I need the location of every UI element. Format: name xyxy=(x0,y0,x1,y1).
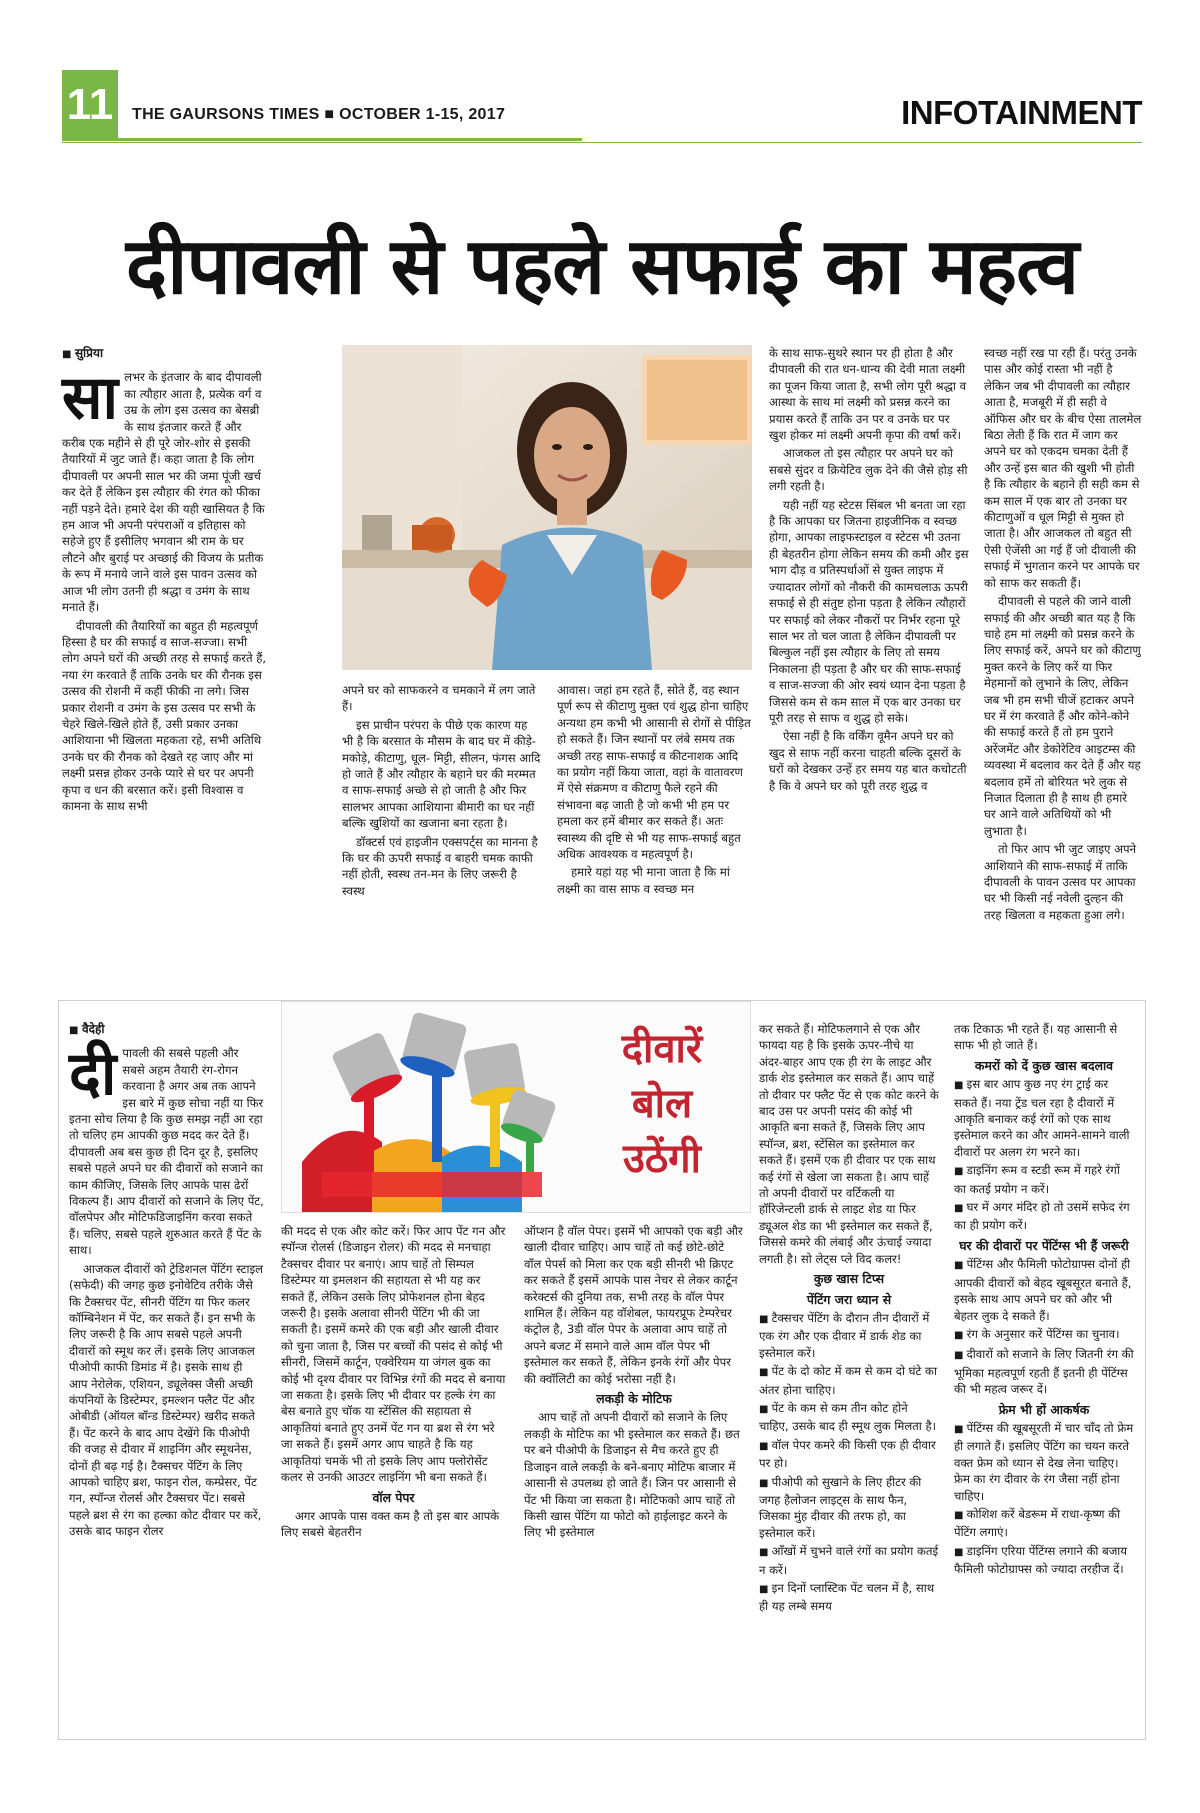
article1-column-3 xyxy=(557,682,752,899)
tip-item: ■ पीओपी को सुखाने के लिए हीटर की जगह हैलोजन लाइट्स के साथ फैन, जिसका मुंह दीवार की तरफ हो, का इस्तेमाल करें। xyxy=(759,1474,939,1542)
paragraph: दीपावली की सबसे पहली और सबसे अहम तैयारी रंग-रोगन करवाना है अगर अब तक आपने इस बारे में कुछ सोचा नहीं या फिर इतना सोच लिया है कि कुछ समझ नहीं आ रहा तो चलिए हम आपकी कुछ मदद कर देते हैं। दीपावली अब बस कुछ ही दिन दूर है, इसलिए सबसे पहले अपने घर की दीवारों को सजाने का काम कीजिए, जिसके लिए आपके पास ढेरों विकल्प हैं। आप दीवारों को सजाने के लिए पेंट, वॉलपेपर और मोटिफडिजाइनिंग करवा सकते हैं। चलिए, सबसे पहले शुरुआत करते हैं पेंट के साथ। xyxy=(69,1039,264,1258)
tip-item: ■ पेंटिंग्स और फैमिली फोटोग्राफ्स दोनों ही आपकी दीवारों को बेहद खूबसूरत बनाते हैं, इसके साथ आप अपने घर को और भी बेहतर लुक दे सकते हैं। xyxy=(954,1256,1134,1324)
tip-item: ■ डाइनिंग एरिया पेंटिंग्स लगाने की बजाय फैमिली फोटोग्राफ्स को ज्यादा तरहीज दें। xyxy=(954,1543,1134,1578)
masthead-underline xyxy=(62,138,582,141)
paragraph: दीपावली से पहले की जाने वाली सफाई की और अच्छी बात यह है कि चाहे हम मां लक्ष्मी को प्रसन्न करने के लिए सफाई करें, अपने घर को कीटाणु मुक्त करने के लिए करें या फिर मेहमानों को लुभाने के लिए, लेकिन जब भी हम सभी चीजें हटाकर अपने घर में रंग करवाते हैं और कोने-कोने की सफाई करते हैं तो हम पुराने अरेंजमेंट और डेकोरेटिव आइटम्स की व्यवस्था में बदलाव कर देते हैं और यह बदलाव हमें तो बोरियत भरे लुक से निजात दिलाता ही है साथ ही हमारे घर आने वाले अतिथियों को भी लुभाता है। xyxy=(984,594,1141,838)
page-number: 11 xyxy=(62,70,118,140)
tip-item: ■ टैक्सचर पेंटिंग के दौरान तीन दीवारों में एक रंग और एक दीवार में डार्क शेड का इस्तेमाल करें। xyxy=(759,1310,939,1361)
tip-item: ■ पेंट के दो कोट में कम से कम दो घंटे का अंतर होना चाहिए। xyxy=(759,1363,939,1398)
tip-item: ■ घर में अगर मंदिर हो तो उसमें सफेद रंग का ही प्रयोग करें। xyxy=(954,1199,1134,1234)
sub-heading: फ्रेम भी हों आकर्षक xyxy=(998,1401,1090,1417)
paragraph: कर सकते हैं। मोटिफलगाने से एक और फायदा यह है कि इसके ऊपर-नीचे या अंदर-बाहर आप एक ही रंग के लाइट और डार्क शेड इस्तेमाल कर सकते हैं। आप चाहें तो दीवार पर फ्लैट पेंट से एक कोट करने के बाद उस पर अपनी पसंद की कोई भी आकृति बना सकते हैं, जिसके लिए आप स्पॉन्ज, ब्रश, स्टेंसिल का इस्तेमाल कर सकते हैं। इसमें एक ही दीवार पर एक साथ कई रंगों से खेला जा सकता है। आप चाहें तो अपनी दीवारों पर वर्टिकली या हॉरिजेन्टली डार्क से लाइट शेड या फिर ड्यूअल शेड का भी इस्तेमाल कर सकते हैं, जिससे कमरे की लंबाई और ऊंचाई ज्यादा लगती है। सो लेट्स प्ले विद कलर! xyxy=(759,1022,939,1266)
tip-item: ■ डाइनिंग रूम व स्टडी रूम में गहरे रंगों का कतई प्रयोग न करें। xyxy=(954,1162,1134,1197)
tip-item: ■ पेंटिंग्स की खूबसूरती में चार चाँद तो फ्रेम ही लगाते हैं। इसलिए पेंटिंग का चयन करते वक्त फ्रेम को ध्यान से देख लेना चाहिए। फ्रेम का रंग दीवार के रंग जैसा नहीं होना चाहिए। xyxy=(954,1420,1134,1504)
tip-item: ■ रंग के अनुसार करें पेंटिंग्स का चुनाव। xyxy=(954,1326,1134,1344)
image-title-line-2: बोल xyxy=(631,1081,693,1127)
sub-heading: कुछ खास टिप्स xyxy=(813,1271,885,1287)
paragraph: यही नहीं यह स्टेटस सिंबल भी बनता जा रहा है कि आपका घर जितना हाइजीनिक व स्वच्छ होगा, आपका लाइफस्टाइल व स्टेटस भी उतना ही बेहतरीन होगा लेकिन समय की कमी और इस भाग दौड़ व प्रतिस्पर्धाओं से युक्त लाइफ में ज्यादातर लोगों को नौकरी की कामचलाऊ ऊपरी सफाई से ही संतुष्ट होना पड़ता है लेकिन त्यौहारों पर सफाई को लेकर नौकरों पर निर्भर रहना पूरे साल भर तो चल जाता है लेकिन दीपावली पर बिल्कुल नहीं इस त्यौहार के लिए तो समय निकालना ही पड़ता है और घर की साफ-सफाई व साज-सज्जा की ओर स्वयं ध्यान देना पड़ता है जिससे कम से कम साल में एक बार उनका घर पूरी तरह से साफ व शुद्ध हो सके। xyxy=(769,497,969,725)
page-header xyxy=(62,70,1142,140)
paragraph: आप चाहें तो अपनी दीवारों को सजाने के लिए लकड़ी के मोटिफ का भी इस्तेमाल कर सकते हैं। छत पर बने पीओपी के डिजाइन से मैच करते हुए ही डिजाइन वाले लकड़ी के बने-बनाए मोटिफ बाजार में आसानी से उपलब्ध हो जाते हैं। जिन पर आसानी से पेंट भी किया जा सकता है। मोटिफको आप चाहें तो किसी खास पेंटिंग या फोटो को हाईलाइट करने के लिए भी इस्तेमाल xyxy=(524,1410,740,1540)
tip-item: ■ दीवारों को सजाने के लिए जितनी रंग की भूमिका महत्वपूर्ण रहती हैं इतनी ही पेंटिंग्स की भी महत्व जरूर दें। xyxy=(954,1346,1134,1397)
article1-column-2 xyxy=(342,682,542,901)
paragraph: की मदद से एक और कोट करें। फिर आप पेंट गन और स्पॉन्ज रोलर्स (डिजाइन रोलर) की मदद से मनचाहा टैक्सचर दीवार पर बनाएं। आप चाहें तो सिम्पल डिस्टेम्पर या इमलशन की सहायता से भी यह कर सकते हैं, लेकिन उसके लिए प्रोफेशनल होना बेहद जरूरी है। इसके अलावा सीनरी पेंटिंग भी की जा सकती है। इसमें कमरे की एक बड़ी और खाली दीवार को चुना जाता है, जिस पर बच्चों की पसंद से कोई भी सीनरी, जिसमें कार्टून, एक्वेरियम या जंगल बुक का कोई भी दृश्य दीवार पर विभिन्न रंगों की मदद से बनाया जा सकता है। इसके लिए भी दीवार पर हल्के रंग का बेस बनाते हुए चॉक या स्टेंसिल की सहायता से आकृतियां बनाते हुए उनमें पेंट गन या ब्रश से रंग भरे जा सकते हैं। इसमें अगर आप चाहते है कि यह आकृतियां चमकें भी तो इसके लिए आप फ्लोरोसेंट कलर से उनकी आउटर लाइनिंग भी बना सकते हैं। xyxy=(281,1224,506,1485)
paragraph: ऐसा नहीं है कि वर्किंग वूमैन अपने घर को खुद से साफ नहीं करना चाहती बल्कि दूसरों के घरों को देखकर उन्हें हर समय यह बात कचोटती है कि वे अपने घर को पूरी तरह शुद्ध व xyxy=(769,729,967,793)
paragraph: सालभर के इंतजार के बाद दीपावली का त्यौहार आता है, प्रत्येक वर्ग व उम्र के लोग इस उत्सव का बेसब्री के साथ इंतजार करते हैं और करीब एक महीने से ही पूरे जोर-शोर से इसकी तैयारियों में जुट जाते हैं। कहा जाता है कि लोग दीपावली पर अपनी साल भर की जमा पूंजी खर्च कर देते हैं लेकिन इस त्यौहार की रंगत को फीका नहीं पड़ने देते। हमारे देश की यही खासियत है कि हम आज भी अपनी परंपराओं व इतिहास को सहेजे हुए हैं इसीलिए भगवान श्री राम के घर लौटने और बुराई पर अच्छाई की विजय के प्रतीक के रूप में मनाये जाने वाले इस पावन उत्सव को आज भी लोग उतनी ही श्रद्धा व उमंग के साथ मनाते हैं। xyxy=(62,363,265,615)
tip-item: ■ पेंट के कम से कम तीन कोट होने चाहिए, उसके बाद ही स्मूथ लुक मिलता है। xyxy=(759,1400,939,1435)
sub-heading: वॉल पेपर xyxy=(372,1489,415,1505)
tip-item: ■ कोशिश करें बेडरूम में राधा-कृष्ण की पेंटिंग लगाएं। xyxy=(954,1506,1134,1541)
tip-item: ■ इन दिनों प्लास्टिक पेंट चलन में है, साथ ही यह लम्बे समय xyxy=(759,1580,939,1615)
woman-cleaning-photo xyxy=(342,345,752,670)
paragraph: आवास। जहां हम रहते हैं, सोते हैं, वह स्थान पूर्ण रूप से कीटाणु मुक्त एवं शुद्ध होना चाहिए अन्यथा हम कभी भी आसानी से रोगों से पीड़ित हो सकते हैं। जिन स्थानों पर लंबे समय तक अच्छी तरह साफ-सफाई व कीटनाशक आदि का प्रयोग नहीं किया जाता, वहां के वातावरण में ऐसे संक्रमण व कीटाणु फैले रहने की संभावना बढ़ जाती है जो कभी भी हम पर हमला कर हमें बीमार कर सकते हैं। अतः स्वास्थ्य की दृष्टि से भी यह साफ-सफाई बहुत अधिक आवश्यक व महत्वपूर्ण है। xyxy=(557,683,751,862)
article1-byline: ■ सुप्रिया xyxy=(62,345,267,363)
headline: दीपावली से पहले सफाई का महत्व xyxy=(125,222,1079,312)
article2-byline: ■ वैदेही xyxy=(69,1021,264,1039)
paragraph: हमारे यहां यह भी माना जाता है कि मां लक्ष्मी का वास साफ व स्वच्छ मन xyxy=(557,865,730,896)
masthead: THE GAURSONS TIMES ■ OCTOBER 1-15, 2017 xyxy=(132,106,506,123)
article2-column-5 xyxy=(954,1021,1134,1580)
drop-cap: सा xyxy=(62,363,119,434)
paint-buckets-image xyxy=(281,1001,751,1213)
paragraph: आजकल दीवारों को ट्रेडिशनल पेंटिंग स्टाइल (सफेदी) की जगह कुछ इनोवेटिव तरीके जैसे कि टैक्सचर पेंट, सीनरी पेंटिंग या फिर कलर कॉम्बिनेशन में पेंट, कर सकते हैं। इन सभी के लिए जरूरी है कि आप सबसे पहले अपनी दीवारों को स्मूथ कर लें। इसके लिए आजकल पीओपी काफी डिमांड में है। इसके साथ ही आप नेरोलेक, एशियन, ड्यूलेक्स जैसी अच्छी कंपनियों के डिस्टेम्पर, इमल्शन फ्लैट पेंट और ओबीडी (ऑयल बॉन्ड डिस्टेम्पर) खरीद सकते हैं। पेंट करने के बाद आप देखेंगे कि पीओपी की वजह से दीवार में शाइनिंग और स्मूथनेस, दोनों ही बढ़ गई है। टैक्सचर पेंटिंग के लिए आपको चाहिए ब्रश, फाइन रोल, कम्प्रेसर, पेंट गन, स्पॉन्ज रोलर्स और टैक्सचर पेंट। सबसे पहले ब्रश से रंग का हल्का कोट दीवार पर करें, उसके बाद फाइन रोलर xyxy=(69,1261,263,1539)
sub-heading: कमरों को दें कुछ खास बदलाव xyxy=(974,1057,1114,1073)
sub-heading: पेंटिंग जरा ध्यान से xyxy=(806,1291,892,1307)
sub-heading: घर की दीवारों पर पेंटिंग्स भी हैं जरूरी xyxy=(959,1237,1129,1253)
article2-column-4 xyxy=(759,1021,939,1617)
paragraph: स्वच्छ नहीं रख पा रही हैं। परंतु उनके पास और कोई रास्ता भी नहीं है लेकिन जब भी दीपावली का त्यौहार आता है, मजबूरी में ही सही वे ऑफिस और घर के बीच ऐसा तालमेल बिठा लेती हैं कि रात में जाग कर अपने घर को एकदम चमका देती हैं और उन्हें इस बात की खुशी भी होती है कि त्यौहार के बहाने ही सही कम से कम साल में एक बार तो उनका घर कीटाणुओं व धूल मिट्टी से मुक्त हो जाता है। और आजकल तो बहुत सी ऐसी ऐजेंसी आ गई हैं जो दीवाली की सफाई में भुगतान करने पर आपके घर को साफ कर सकती हैं। xyxy=(984,346,1142,590)
paragraph: के साथ साफ-सुथरे स्थान पर ही होता है और दीपावली की रात धन-धान्य की देवी माता लक्ष्मी का पूजन किया जाता है, सभी लोग पूरी श्रद्धा व आस्था के साथ मां लक्ष्मी को प्रसन्न करने का प्रयास करते हैं ताकि उन पर व उनके घर पर खुश होकर मां लक्ष्मी अपनी कृपा की वर्षा करें। xyxy=(769,346,967,443)
article1-column-1 xyxy=(62,345,267,816)
tip-item: ■ आँखों में चुभने वाले रंगों का प्रयोग कतई न करें। xyxy=(759,1543,939,1578)
paragraph: ऑप्शन है वॉल पेपर। इसमें भी आपको एक बड़ी और खाली दीवार चाहिए। आप चाहें तो कई छोटे-छोटे वॉल पेपर्स को मिला कर एक बड़ी सीनरी भी क्रिएट कर सकते हैं इसमें आपके पास नेचर से लेकर कार्टून करेक्टर्स की दुनिया तक, सभी तरह के वॉल पेपर शामिल हैं। लेकिन यह वॉशेबल, फायरप्रूफ टेम्परेचर कंट्रोल है, 3डी वॉल पेपर के अलावा आप चाहें तो अपने बजट में समाने वाले आम वॉल पेपर भी इस्तेमाल कर सकते हैं, लेकिन इनके रंगों और पेपर की क्वॉलिटी का कोई भरोसा नहीं है। xyxy=(524,1224,743,1386)
paragraph: अगर आपके पास वक्त कम है तो इस बार आपके लिए सबसे बेहतरीन xyxy=(281,1508,500,1540)
paragraph: तो फिर आप भी जुट जाइए अपने आशियाने की साफ-सफाई में ताकि दीपावली के पावन उत्सव पर आपका घर भी किसी नई नवेली दुल्हन की तरह खिलता व महकता हुआ लगे। xyxy=(984,842,1137,922)
article2-column-1 xyxy=(69,1021,264,1542)
paragraph: आजकल तो इस त्यौहार पर अपने घर को सबसे सुंदर व क्रियेटिव लुक देने की जैसे होड़ सी लगी रहती है। xyxy=(769,446,968,494)
article-cleaning xyxy=(62,345,1142,985)
paragraph: डॉक्टर्स एवं हाइजीन एक्सपर्ट्स का मानना है कि घर की ऊपरी सफाई व बाहरी चमक काफी नहीं होती, स्वस्थ तन-मन के लिए जरूरी है स्वस्थ xyxy=(342,834,538,898)
image-title-line-1: दीवारें xyxy=(621,1026,703,1072)
sub-heading: लकड़ी के मोटिफ xyxy=(596,1391,672,1407)
paragraph: इस प्राचीन परंपरा के पीछे एक कारण यह भी है कि बरसात के मौसम के बाद घर में कीड़े-मकोड़े, कीटाणु, धूल- मिट्टी, सीलन, फंगस आदि हो जाते हैं और त्यौहार के बहाने घर की मरम्मत व साफ-सफाई अच्छे से हो जाती है और फिर सालभर आपका आशियाना बीमारी का घर नहीं बल्कि खुशियों का खजाना बना रहता है। xyxy=(342,717,541,831)
section-title: INFOTAINMENT xyxy=(901,94,1142,131)
paragraph: तक टिकाऊ भी रहते हैं। यह आसानी से साफ भी हो जाते हैं। xyxy=(954,1022,1118,1053)
article1-column-4 xyxy=(769,345,969,796)
image-title-line-3: उठेंगी xyxy=(622,1136,702,1182)
drop-cap: दी xyxy=(69,1039,117,1110)
article2-column-3 xyxy=(524,1223,744,1543)
article2-column-2 xyxy=(281,1223,506,1543)
paragraph: दीपावली की तैयारियों का बहुत ही महत्वपूर्ण हिस्सा है घर की सफाई व साज-सज्जा। सभी लोग अपने घरों की अच्छी तरह से सफाई करते हैं, नया रंग करवाते हैं ताकि उनके घर की रौनक इस उत्सव की रोशनी में कहीं फीकी ना लगे। जिस प्रकार रोशनी व उमंग के इस उत्सव पर सभी के चेहरे खिले-खिले होते हैं, उसी प्रकार उनका आशियाना भी खिलता महकता रहे, सभी अतिथि उनके घर की रौनक को देखते रह जाए और मां लक्ष्मी प्रसन्न होकर उनके प्यारे से घर पर अपनी कृपा व धन की बरसात करें। इसी विश्वास व कामना के साथ सभी xyxy=(62,618,267,813)
article1-column-5 xyxy=(984,345,1142,925)
header-rule xyxy=(62,142,1142,143)
tip-item: ■ इस बार आप कुछ नए रंग ट्राई कर सकते हैं। नया ट्रेंड चल रहा है दीवारों में आकृति बनाकर कई रंगों को एक साथ इस्तेमाल करने का और आमने-सामने वाली दीवारों पर अलग रंग भरने का। xyxy=(954,1076,1134,1160)
paragraph: अपने घर को साफकरने व चमकाने में लग जाते हैं। xyxy=(342,683,536,714)
tip-item: ■ वॉल पेपर कमरे की किसी एक ही दीवार पर हो। xyxy=(759,1437,939,1472)
article-walls xyxy=(58,1000,1146,1740)
